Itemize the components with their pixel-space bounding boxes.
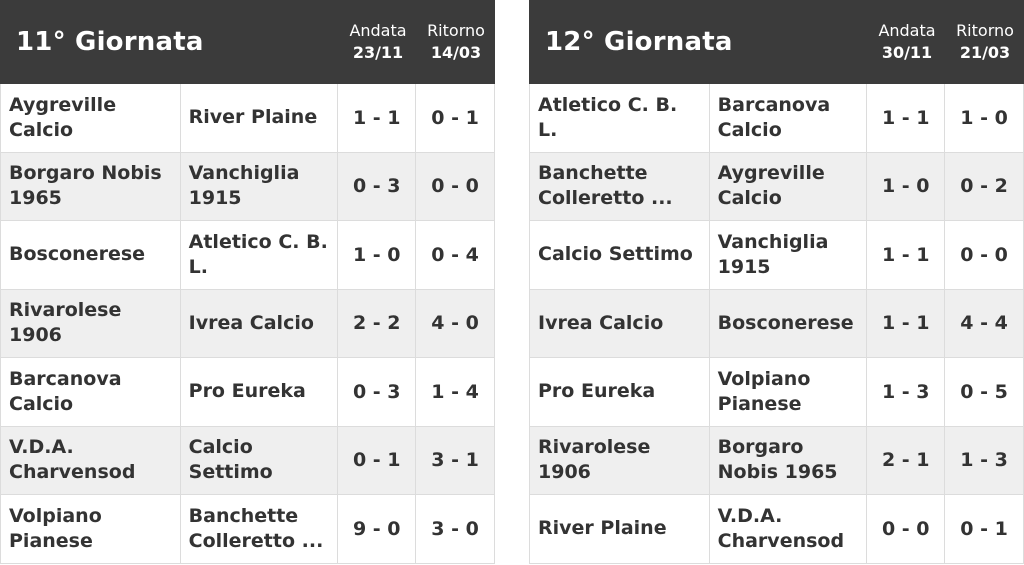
ritorno-label: Ritorno: [956, 21, 1014, 40]
away-team: Aygreville Calcio: [710, 153, 868, 221]
match-row[interactable]: [530, 84, 1023, 153]
home-team: V.D.A. Charvensod: [1, 427, 181, 495]
home-team: Rivarolese 1906: [1, 290, 181, 358]
andata-score: 1 - 1: [338, 84, 416, 152]
ritorno-score: 3 - 1: [431, 449, 479, 472]
andata-score: 1 - 1: [867, 290, 945, 358]
andata-score: 0 - 3: [338, 358, 416, 426]
andata-score: 0 - 3: [338, 153, 416, 221]
match-row[interactable]: [1, 221, 494, 290]
ritorno-score: 0 - 0: [431, 175, 479, 198]
ritorno-column-header: [417, 20, 495, 64]
match-list: [0, 84, 495, 564]
andata-column-header: [339, 20, 417, 64]
match-row[interactable]: [1, 153, 494, 222]
away-team: Vanchiglia 1915: [181, 153, 339, 221]
andata-score: 0 - 0: [867, 495, 945, 563]
away-team: Vanchiglia 1915: [710, 221, 868, 289]
andata-score: 1 - 3: [867, 358, 945, 426]
away-team: Calcio Settimo: [181, 427, 339, 495]
round-header: [529, 0, 1024, 84]
match-row[interactable]: [530, 495, 1023, 564]
match-row[interactable]: [530, 221, 1023, 290]
home-team: Bosconerese: [1, 221, 181, 289]
match-row[interactable]: [1, 495, 494, 564]
andata-score: 9 - 0: [338, 495, 416, 563]
ritorno-score: 1 - 4: [431, 380, 479, 403]
ritorno-score: 1 - 0: [960, 106, 1008, 129]
home-team: Ivrea Calcio: [530, 290, 710, 358]
andata-score: 1 - 1: [867, 221, 945, 289]
home-team: Barcanova Calcio: [1, 358, 181, 426]
ritorno-score: 0 - 1: [431, 106, 479, 129]
ritorno-score: 4 - 4: [960, 312, 1008, 335]
away-team: Pro Eureka: [181, 358, 339, 426]
andata-score: 1 - 0: [338, 221, 416, 289]
ritorno-score: 0 - 0: [960, 243, 1008, 266]
away-team: V.D.A. Charvensod: [710, 495, 868, 563]
ritorno-score: 4 - 0: [431, 312, 479, 335]
home-team: Borgaro Nobis 1965: [1, 153, 181, 221]
match-row[interactable]: [1, 427, 494, 496]
home-team: Volpiano Pianese: [1, 495, 181, 563]
home-team: Atletico C. B. L.: [530, 84, 710, 152]
away-team: Borgaro Nobis 1965: [710, 427, 868, 495]
andata-date: 23/11: [352, 43, 404, 62]
away-team: River Plaine: [181, 84, 339, 152]
match-row[interactable]: [530, 358, 1023, 427]
away-team: Atletico C. B. L.: [181, 221, 339, 289]
home-team: Rivarolese 1906: [530, 427, 710, 495]
match-row[interactable]: [1, 84, 494, 153]
match-row[interactable]: [1, 358, 494, 427]
andata-date: 30/11: [881, 43, 933, 62]
away-team: Barcanova Calcio: [710, 84, 868, 152]
match-row[interactable]: [530, 290, 1023, 359]
ritorno-score: 0 - 5: [960, 380, 1008, 403]
away-team: Banchette Colleretto ...: [181, 495, 339, 563]
ritorno-score: 3 - 0: [431, 517, 479, 540]
away-team: Bosconerese: [710, 290, 868, 358]
home-team: Calcio Settimo: [530, 221, 710, 289]
andata-score: 1 - 0: [867, 153, 945, 221]
round-panel-11: [0, 0, 495, 565]
match-row[interactable]: [1, 290, 494, 359]
away-team: Volpiano Pianese: [710, 358, 868, 426]
ritorno-label: Ritorno: [427, 21, 485, 40]
round-panel-12: [529, 0, 1024, 565]
andata-score: 2 - 1: [867, 427, 945, 495]
away-team: Ivrea Calcio: [181, 290, 339, 358]
andata-label: Andata: [878, 21, 936, 40]
andata-label: Andata: [349, 21, 407, 40]
ritorno-date: 21/03: [959, 43, 1011, 62]
home-team: Banchette Colleretto ...: [530, 153, 710, 221]
home-team: Aygreville Calcio: [1, 84, 181, 152]
ritorno-column-header: [946, 20, 1024, 64]
ritorno-score: 0 - 4: [431, 243, 479, 266]
ritorno-score: 0 - 2: [960, 175, 1008, 198]
andata-column-header: [868, 20, 946, 64]
home-team: River Plaine: [530, 495, 710, 563]
round-title: 12° Giornata: [545, 27, 733, 57]
ritorno-score: 0 - 1: [960, 517, 1008, 540]
andata-score: 2 - 2: [338, 290, 416, 358]
andata-score: 0 - 1: [338, 427, 416, 495]
home-team: Pro Eureka: [530, 358, 710, 426]
ritorno-date: 14/03: [430, 43, 482, 62]
andata-score: 1 - 1: [867, 84, 945, 152]
round-header: [0, 0, 495, 84]
match-list: [529, 84, 1024, 564]
ritorno-score: 1 - 3: [960, 449, 1008, 472]
match-row[interactable]: [530, 427, 1023, 496]
round-title: 11° Giornata: [16, 27, 204, 57]
match-row[interactable]: [530, 153, 1023, 222]
